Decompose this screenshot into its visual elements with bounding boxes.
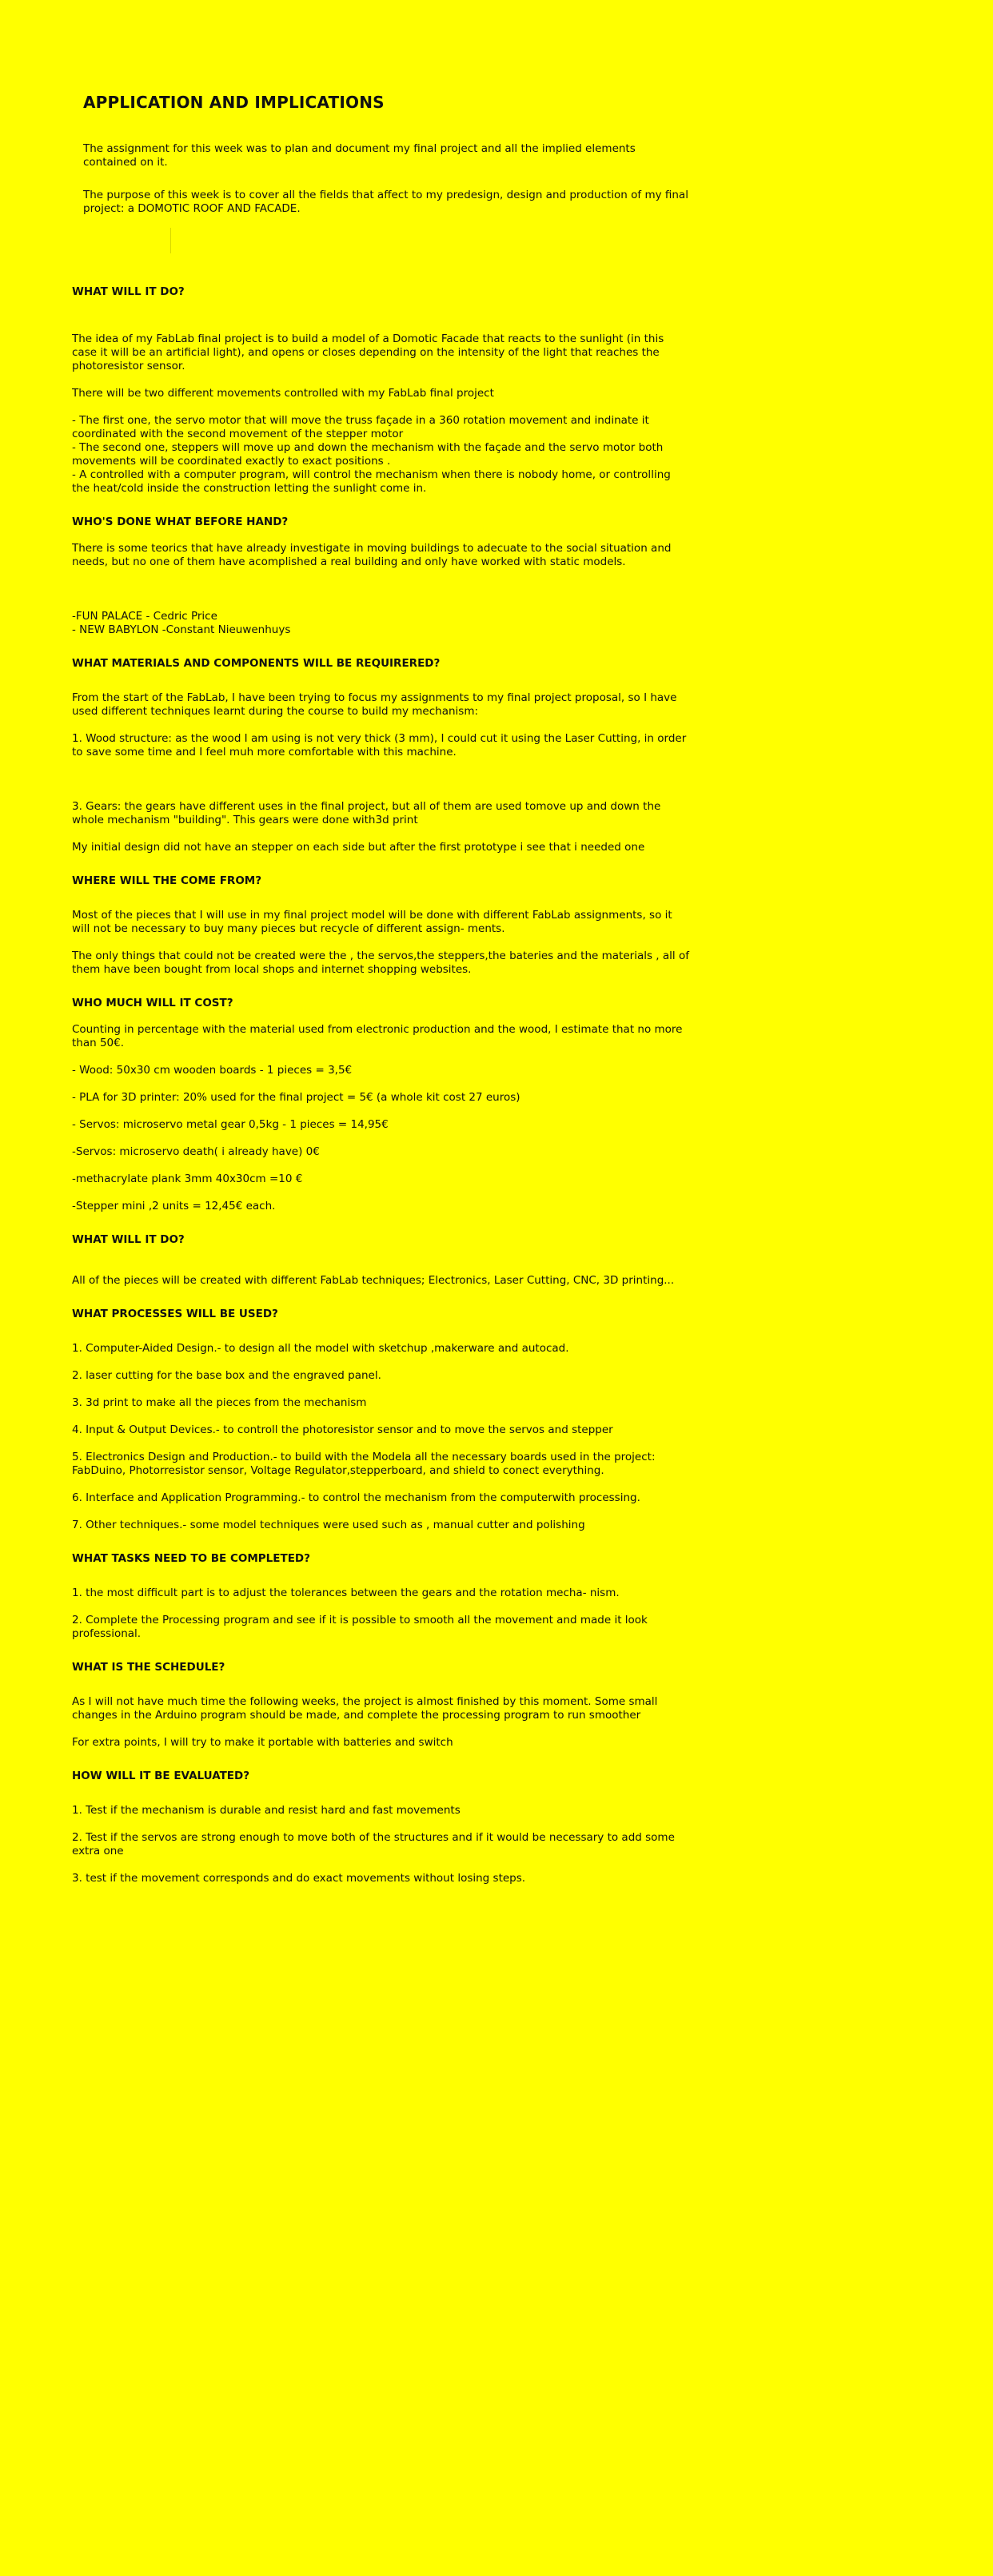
section-1 xyxy=(72,285,692,496)
section-5 xyxy=(72,996,692,1213)
section-paragraph: For extra points, I will try to make it portable with batteries and switch xyxy=(72,1736,453,1749)
section-paragraph: There will be two different movements controlled with my FabLab final project xyxy=(72,387,494,400)
section-10 xyxy=(72,1769,692,1885)
section-paragraph: My initial design did not have an stepper on each side but after the first prototype i see that i needed one xyxy=(72,841,645,854)
section-paragraph: 2. laser cutting for the base box and the engraved panel. xyxy=(72,1369,381,1382)
section-paragraph: 2. Complete the Processing program and see if it is possible to smooth all the movement and made it look professional. xyxy=(72,1614,648,1640)
section-paragraph: Most of the pieces that I will use in my final project model will be done with different FabLab assignments, so it will not be necessary to buy many pieces but recycle of different assign- ments. xyxy=(72,909,672,935)
section-heading: WHAT PROCESSES WILL BE USED? xyxy=(72,1308,278,1320)
section-paragraph: 2. Test if the servos are strong enough to move both of the structures and if it would be necessary to add some extra one xyxy=(72,1831,675,1857)
section-paragraph: 3. Gears: the gears have different uses in the final project, but all of them are used tomove up and down the whole mechanism "building". This gears were done with3d print xyxy=(72,800,661,826)
section-paragraph: All of the pieces will be created with different FabLab techniques; Electronics, Laser Cutting, CNC, 3D printing... xyxy=(72,1274,675,1287)
section-paragraph: - Servos: microservo metal gear 0,5kg - 1 pieces = 14,95€ xyxy=(72,1118,389,1131)
section-heading: WHO MUCH WILL IT COST? xyxy=(72,997,233,1009)
section-heading: WHAT WILL IT DO? xyxy=(72,1233,185,1246)
section-heading: WHERE WILL THE COME FROM? xyxy=(72,874,262,887)
section-heading: WHO'S DONE WHAT BEFORE HAND? xyxy=(72,516,289,528)
section-paragraph: 1. the most difficult part is to adjust the tolerances between the gears and the rotation mecha- nism. xyxy=(72,1587,620,1599)
intro-text-1: The assignment for this week was to plan and document my final project and all the implied elements contained on it. xyxy=(83,142,636,169)
section-paragraph: - The first one, the servo motor that will move the truss façade in a 360 rotation movement and indinate it coordinated with the second movement of the stepper motor - The second one, steppers will move up and down the mechanism with the façade and the servo motor both movements will be coordinated exactly to exact positions . - A controlled with a computer program, will control the mechanism when there is nobody home, or controlling the heat/cold inside the construction letting the sunlight come in. xyxy=(72,414,671,495)
section-paragraph: 3. 3d print to make all the pieces from the mechanism xyxy=(72,1396,367,1409)
section-paragraph: The idea of my FabLab final project is to build a model of a Domotic Facade that reacts to the sunlight (in this case it will be an artificial light), and opens or closes depending on the intensity of the light that reaches the photoresistor sensor. xyxy=(72,332,664,372)
intro-paragraph-1 xyxy=(83,142,691,169)
section-paragraph: 1. Wood structure: as the wood I am using is not very thick (3 mm), I could cut it using the Laser Cutting, in order to save some time and I feel muh more comfortable with this machine. xyxy=(72,732,687,758)
section-heading: WHAT WILL IT DO? xyxy=(72,285,185,298)
section-8 xyxy=(72,1551,692,1641)
section-3 xyxy=(72,656,692,854)
section-paragraph: 6. Interface and Application Programming.- to control the mechanism from the computerwith processing. xyxy=(72,1491,640,1504)
section-paragraph: As I will not have much time the following weeks, the project is almost finished by this moment. Some small changes in the Arduino program should be made, and complete the processing program to run smoother xyxy=(72,1695,658,1722)
section-paragraph: -Servos: microservo death( i already have) 0€ xyxy=(72,1145,320,1158)
section-heading: HOW WILL IT BE EVALUATED? xyxy=(72,1770,250,1782)
spacer xyxy=(72,773,692,786)
section-heading: WHAT TASKS NEED TO BE COMPLETED? xyxy=(72,1552,310,1565)
section-6 xyxy=(72,1232,692,1288)
section-paragraph: - Wood: 50x30 cm wooden boards - 1 pieces = 3,5€ xyxy=(72,1064,353,1077)
section-paragraph: - PLA for 3D printer: 20% used for the final project = 5€ (a whole kit cost 27 euros) xyxy=(72,1091,520,1104)
section-paragraph: 4. Input & Output Devices.- to controll the photoresistor sensor and to move the servos and stepper xyxy=(72,1423,613,1436)
section-paragraph: 1. Computer-Aided Design.- to design all the model with sketchup ,makerware and autocad. xyxy=(72,1342,569,1355)
intro-text-2: The purpose of this week is to cover all the fields that affect to my predesign, design and production of my final project: a DOMOTIC ROOF AND FACADE. xyxy=(83,189,688,215)
section-paragraph: From the start of the FabLab, I have been trying to focus my assignments to my final project proposal, so I have used different techniques learnt during the course to build my mechanism: xyxy=(72,691,677,718)
section-4 xyxy=(72,874,692,977)
section-paragraph: -FUN PALACE - Cedric Price - NEW BABYLON -Constant Nieuwenhuys xyxy=(72,610,291,636)
section-paragraph: 5. Electronics Design and Production.- to build with the Modela all the necessary boards used in the project: FabDuino, Photorresistor sensor, Voltage Regulator,stepperboard, and shield to conect everything. xyxy=(72,1451,656,1477)
section-paragraph: 7. Other techniques.- some model techniques were used such as , manual cutter and polishing xyxy=(72,1519,585,1531)
section-9 xyxy=(72,1660,692,1750)
section-7 xyxy=(72,1307,692,1532)
spacer xyxy=(72,583,692,596)
section-paragraph: 1. Test if the mechanism is durable and resist hard and fast movements xyxy=(72,1804,461,1817)
intro-paragraph-2 xyxy=(83,189,691,216)
section-paragraph: There is some teorics that have already investigate in moving buildings to adecuate to the social situation and needs, but no one of them have acomplished a real building and only have worked with static models. xyxy=(72,542,672,568)
section-paragraph: -Stepper mini ,2 units = 12,45€ each. xyxy=(72,1200,276,1212)
document-body xyxy=(72,285,692,1905)
section-paragraph: The only things that could not be created were the , the servos,the steppers,the bateries and the materials , all of them have been bought from local shops and internet shopping websites. xyxy=(72,950,689,976)
section-2 xyxy=(72,515,692,637)
page-title: APPLICATION AND IMPLICATIONS xyxy=(83,93,385,112)
section-heading: WHAT MATERIALS AND COMPONENTS WILL BE REQUIRERED? xyxy=(72,657,441,670)
section-paragraph: -methacrylate plank 3mm 40x30cm =10 € xyxy=(72,1173,303,1185)
section-paragraph: 3. test if the movement corresponds and do exact movements without losing steps. xyxy=(72,1872,526,1885)
divider-line xyxy=(170,228,171,253)
section-paragraph: Counting in percentage with the material used from electronic production and the wood, I estimate that no more than 50€. xyxy=(72,1023,683,1049)
section-heading: WHAT IS THE SCHEDULE? xyxy=(72,1661,225,1674)
